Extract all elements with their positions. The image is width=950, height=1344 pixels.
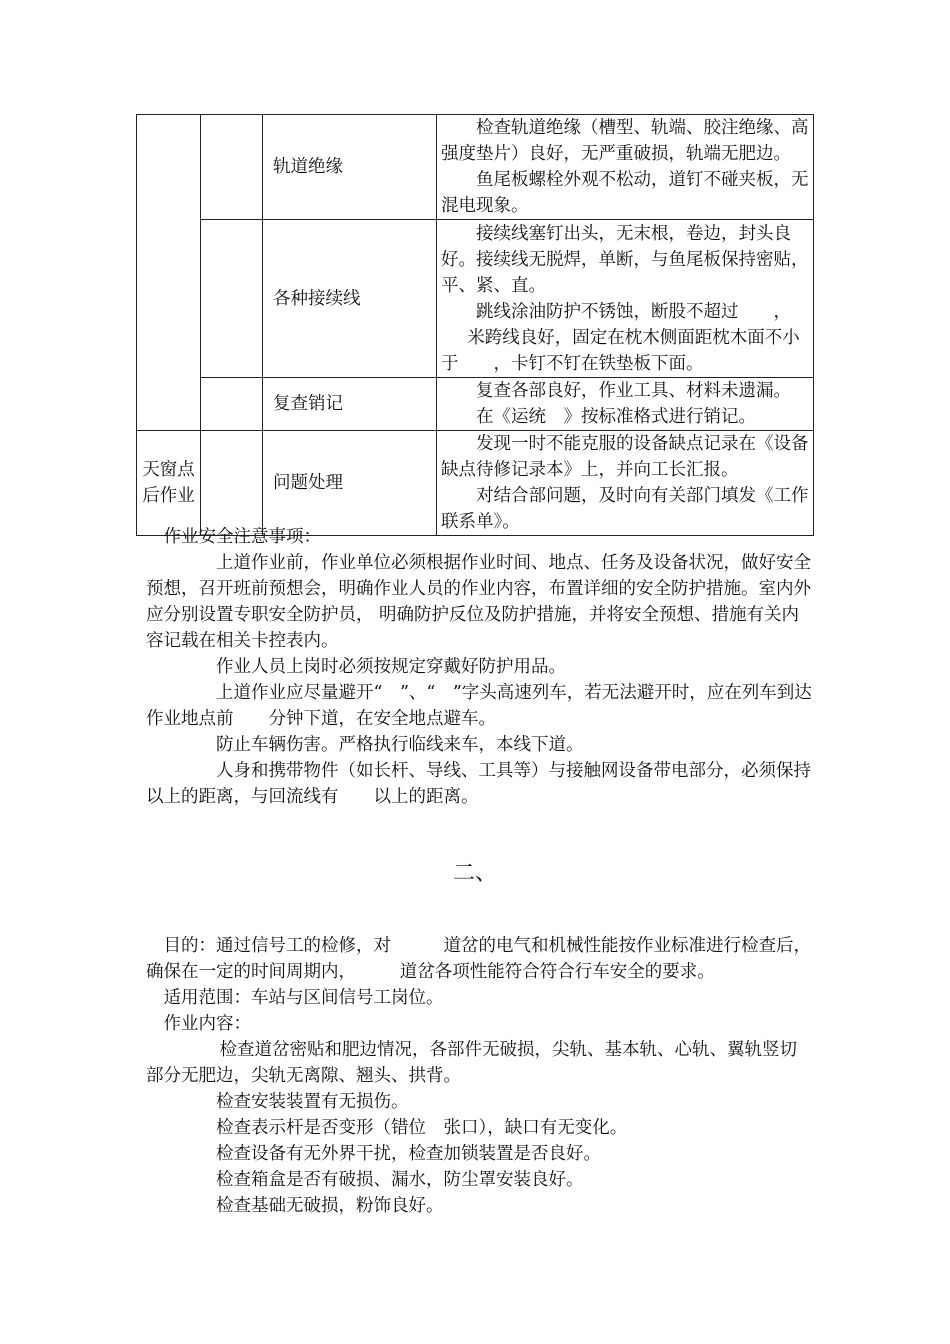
content-paragraph: 复查各部良好，作业工具、材料未遗漏。 — [476, 381, 791, 401]
table-row — [137, 220, 814, 378]
scope-text: 适用范围：车站与区间信号工岗位。 — [163, 988, 444, 1008]
content-item: 检查设备有无外界干扰，检查加锁装置是否良好。 — [216, 1144, 601, 1164]
table-cell-stage — [137, 115, 201, 220]
table-cell-blank — [201, 220, 263, 378]
safety-item: 防止车辆伤害。严格执行临线来车，本线下道。 — [216, 735, 584, 755]
section2-body — [146, 933, 812, 1219]
table-cell-blank — [201, 115, 263, 220]
content-paragraph: 在《运统 》按标准格式进行销记。 — [476, 407, 756, 427]
table-cell-stage: 天窗点后作业 — [137, 431, 201, 536]
table-cell-content — [437, 220, 814, 378]
safety-title: 作业安全注意事项： — [163, 527, 321, 547]
safety-item: 作业人员上岗时必须按规定穿戴好防护用品。 — [216, 657, 566, 677]
table-row — [137, 115, 814, 220]
table-cell-stage — [137, 220, 201, 378]
operation-table — [136, 114, 814, 536]
table-cell-blank — [201, 431, 263, 536]
table-cell-item: 各种接续线 — [263, 220, 437, 378]
content-title: 作业内容： — [163, 1014, 251, 1034]
content-item: 检查箱盒是否有破损、漏水，防尘罩安装良好。 — [216, 1170, 584, 1190]
content-paragraph: 对结合部问题，及时向有关部门填发《工作联系单》。 — [441, 486, 809, 532]
safety-item: 人身和携带物件（如长杆、导线、工具等）与接触网设备带电部分，必须保持 以上的距离，与回流线有 以上的距离。 — [146, 761, 846, 807]
content-item: 检查表示杆是否变形（错位 张口），缺口有无变化。 — [216, 1118, 628, 1138]
table-row — [137, 378, 814, 431]
safety-item: 上道作业应尽量避开“ ”、“ ”字头高速列车，若无法避开时，应在列车到达作业地点前 分钟下道，在安全地点避车。 — [146, 683, 812, 729]
content-item: 检查基础无破损，粉饰良好。 — [216, 1196, 444, 1216]
table-cell-item: 轨道绝缘 — [263, 115, 437, 220]
table-cell-stage — [137, 378, 201, 431]
table-row — [137, 431, 814, 536]
table-cell-content — [437, 115, 814, 220]
table-cell-item: 复查销记 — [263, 378, 437, 431]
content-paragraph: 检查轨道绝缘（槽型、轨端、胶注绝缘、高强度垫片）良好，无严重破损，轨端无肥边。 — [441, 118, 809, 164]
content-paragraph: 接续线塞钉出头，无末根，卷边，封头良好。接续线无脱焊，单断，与鱼尾板保持密贴，平、紧、直。 — [441, 223, 809, 296]
section-heading: 二、 — [452, 861, 497, 886]
content-item: 检查安装装置有无损伤。 — [216, 1092, 409, 1112]
safety-section — [146, 524, 846, 810]
content-item: 检查道岔密贴和肥边情况，各部件无破损，尖轨、基本轨、心轨、翼轨竖切部分无肥边，尖轨无离隙、翘头、拱背。 — [146, 1040, 797, 1086]
content-paragraph: 发现一时不能克服的设备缺点记录在《设备缺点待修记录本》上，并向工长汇报。 — [441, 434, 809, 480]
table-cell-content — [437, 431, 814, 536]
content-paragraph: 跳线涂油防护不锈蚀，断股不超过 ， — [476, 301, 791, 322]
table-cell-content — [437, 378, 814, 431]
content-paragraph: 米跨线良好，固定在枕木侧面距枕木面不小于 ，卡钉不钉在铁垫板下面。 — [441, 327, 800, 374]
table-cell-blank — [201, 378, 263, 431]
purpose-text: 目的：通过信号工的检修，对 道岔的电气和机械性能按作业标准进行检查后，确保在一定的时间周期内， 道岔各项性能符合符合行车安全的要求。 — [146, 936, 811, 982]
safety-item: 上道作业前，作业单位必须根据作业时间、地点、任务及设备状况，做好安全预想，召开班前预想会，明确作业人员的作业内容，布置详细的安全防护措施。室内外应分别设置专职安全防护员， 明确防护反位及防护措施，并将安全预想、措施有关内容记载在相关卡控表内。 — [146, 553, 811, 651]
table-cell-item: 问题处理 — [263, 431, 437, 536]
content-paragraph: 鱼尾板螺栓外观不松动，道钉不碰夹板，无混电现象。 — [441, 170, 809, 216]
